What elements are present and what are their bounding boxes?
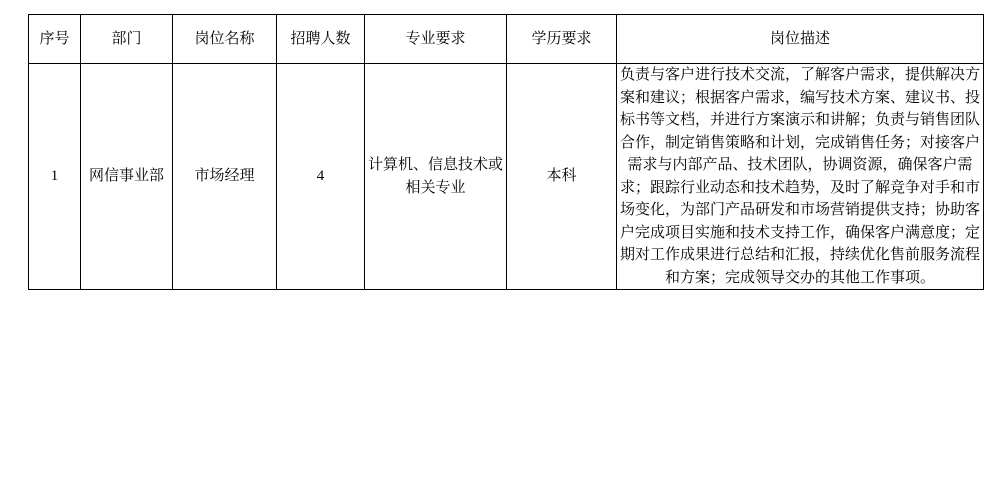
header-cell-no: 序号 (29, 15, 81, 64)
cell-major: 计算机、信息技术或相关专业 (365, 64, 507, 290)
cell-description (617, 64, 984, 290)
cell-no: 1 (29, 64, 81, 290)
cell-education: 本科 (507, 64, 617, 290)
header-cell-dept: 部门 (81, 15, 173, 64)
table-body (29, 64, 984, 290)
header-cell-major: 专业要求 (365, 15, 507, 64)
table-header (29, 15, 984, 64)
header-cell-description: 岗位描述 (617, 15, 984, 64)
job-listing-table (28, 14, 984, 290)
table-header-row (29, 15, 984, 64)
header-cell-position: 岗位名称 (173, 15, 277, 64)
description-text: 负责与客户进行技术交流，了解客户需求，提供解决方案和建议；根据客户需求，编写技术方案、建议书、投标书等文档，并进行方案演示和讲解；负责与销售团队合作，制定销售策略和计划，完成销售任务；对接客户需求与内部产品、技术团队，协调资源，确保客户需求；跟踪行业动态和技术趋势，及时了解竞争对手和市场变化，为部门产品研发和市场营销提供支持；协助客户完成项目实施和技术支持工作，确保客户满意度；定期对工作成果进行总结和汇报，持续优化售前服务流程和方案；完成领导交办的其他工作事项。 (619, 67, 980, 286)
header-cell-education: 学历要求 (507, 15, 617, 64)
cell-dept: 网信事业部 (81, 64, 173, 290)
header-cell-count: 招聘人数 (277, 15, 365, 64)
table-row (29, 64, 984, 290)
cell-count: 4 (277, 64, 365, 290)
cell-position: 市场经理 (173, 64, 277, 290)
